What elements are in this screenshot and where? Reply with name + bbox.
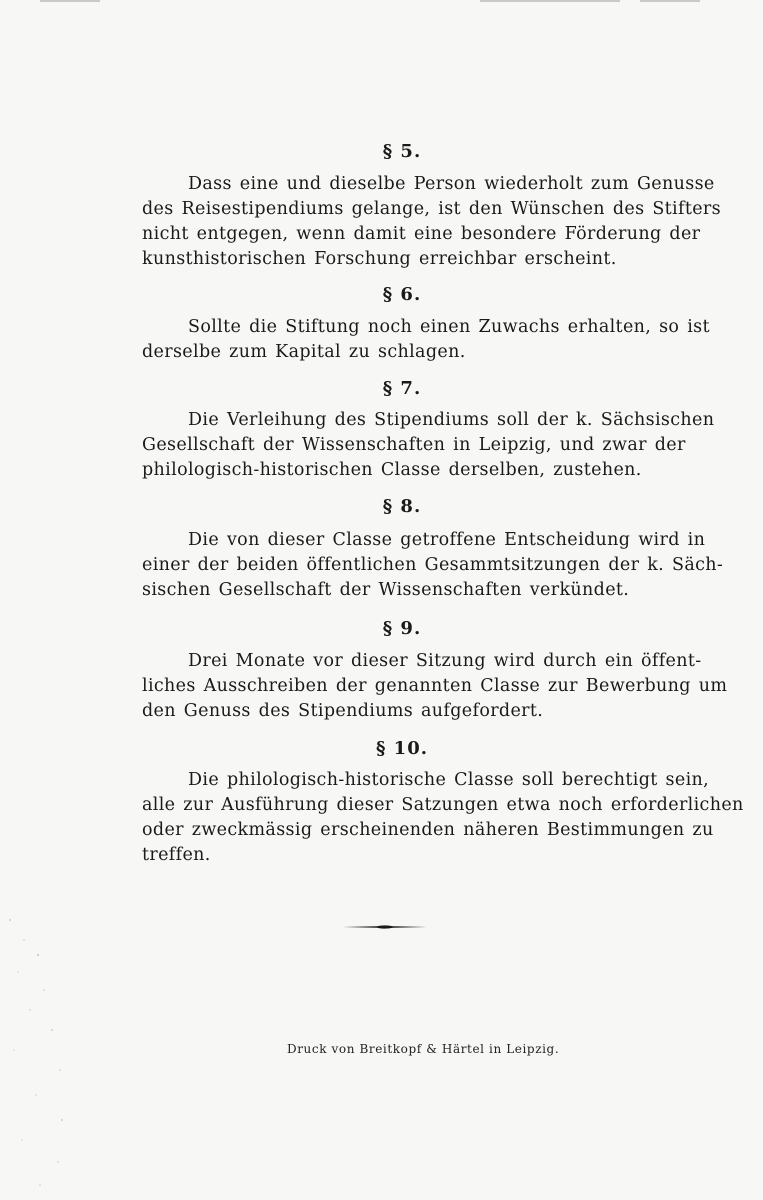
- section-paragraph-6: [142, 315, 710, 365]
- paragraph-line: den Genuss des Stipendiums aufgefordert.: [142, 701, 544, 721]
- paragraph-line: nicht entgegen, wenn damit eine besondere Förderung der: [142, 224, 701, 244]
- section-heading-9: § 9.: [382, 618, 422, 639]
- paragraph-line: sischen Gesellschaft der Wissenschaften verkündet.: [142, 580, 630, 600]
- paragraph-line: einer der beiden öffentlichen Gesammtsitzungen der k. Säch-: [142, 555, 724, 575]
- paragraph-line: Die von dieser Classe getroffene Entscheidung wird in: [188, 530, 706, 550]
- section-heading-7: § 7.: [382, 378, 422, 399]
- paragraph-line: Gesellschaft der Wissenschaften in Leipzig, und zwar der: [142, 435, 686, 455]
- text-block: [142, 0, 744, 900]
- paragraph-line: Sollte die Stiftung noch einen Zuwachs erhalten, so ist: [188, 317, 710, 337]
- paragraph-line: Dass eine und dieselbe Person wiederholt zum Genusse: [188, 174, 715, 194]
- paragraph-line: philologisch-historischen Classe derselben, zustehen.: [142, 460, 642, 480]
- section-heading-10: § 10.: [376, 738, 428, 759]
- section-paragraph-9: [142, 649, 728, 724]
- paragraph-line: treffen.: [142, 845, 211, 865]
- paragraph-line: alle zur Ausführung dieser Satzungen etwa noch erforderlichen: [142, 795, 744, 815]
- ornament-rule-icon: [343, 923, 427, 931]
- section-paragraph-5: [142, 172, 721, 272]
- paragraph-line: oder zweckmässig erscheinenden näheren Bestimmungen zu: [142, 820, 714, 840]
- paragraph-line: Drei Monate vor dieser Sitzung wird durch ein öffent-: [188, 651, 702, 671]
- paragraph-line: Die Verleihung des Stipendiums soll der k. Sächsischen: [188, 410, 715, 430]
- section-heading-5: § 5.: [382, 141, 422, 162]
- paragraph-line: derselbe zum Kapital zu schlagen.: [142, 342, 466, 362]
- paragraph-line: Die philologisch-historische Classe soll berechtigt sein,: [188, 770, 710, 790]
- section-heading-8: § 8.: [382, 496, 422, 517]
- paragraph-line: des Reisestipendiums gelange, ist den Wünschen des Stifters: [142, 199, 721, 219]
- section-paragraph-8: [142, 528, 724, 603]
- paragraph-line: kunsthistorischen Forschung erreichbar erscheint.: [142, 249, 617, 269]
- paragraph-line: liches Ausschreiben der genannten Classe zur Bewerbung um: [142, 676, 728, 696]
- section-paragraph-10: [142, 768, 744, 868]
- section-paragraph-7: [142, 408, 715, 483]
- paper-speckle-icon: [0, 900, 80, 1200]
- section-heading-6: § 6.: [382, 284, 422, 305]
- top-edge-rule: [40, 0, 100, 2]
- printer-imprint: Druck von Breitkopf & Härtel in Leipzig.: [287, 1042, 560, 1056]
